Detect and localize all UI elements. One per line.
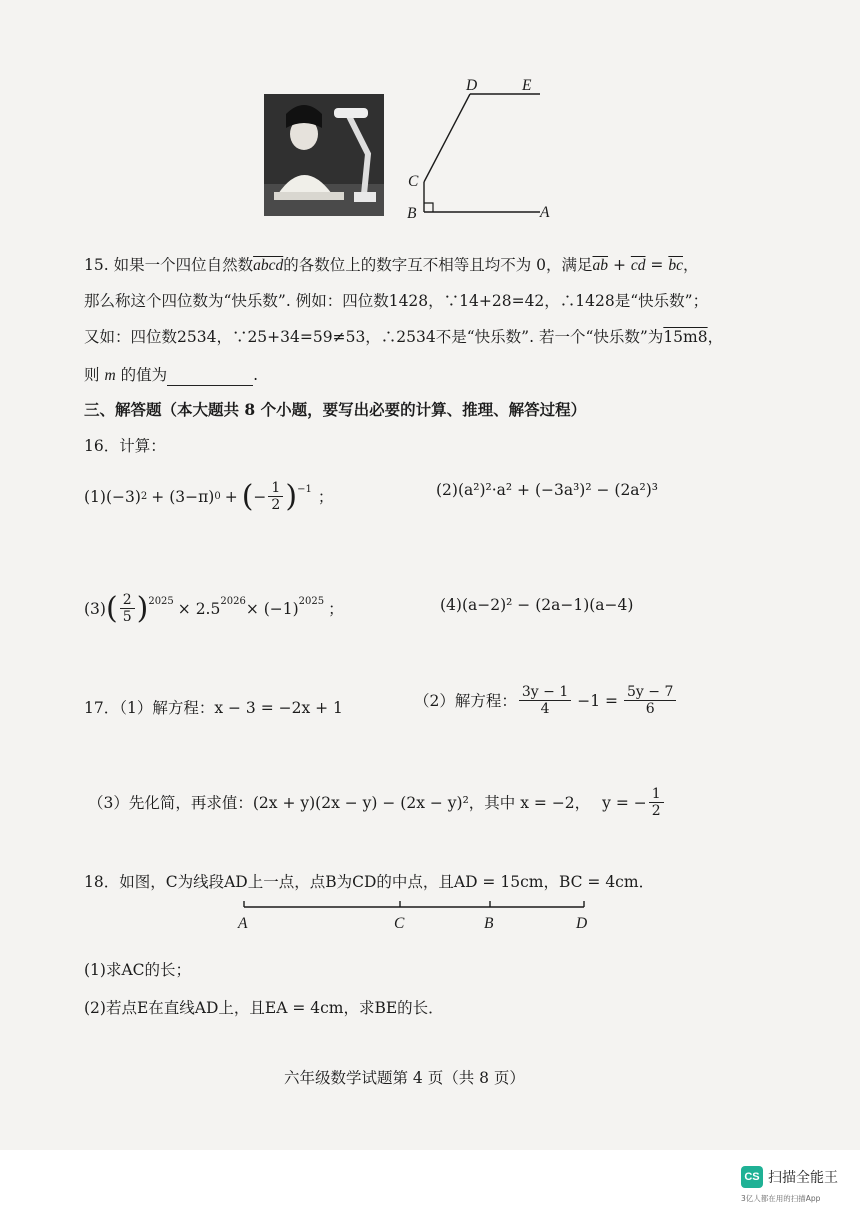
q18-sub1: (1)求AC的长； [84,961,192,979]
q16-p1-minus: − [253,487,267,506]
q15-line3-text: 又如：四位数2534，∵25+34=59≠53，∴2534不是“快乐数”. 若一个“快乐数”为 [84,328,664,346]
q15-abcd: abcd [253,257,284,274]
q17-p3-y: y = − [602,793,647,812]
q16-p3-num: 2 [120,592,135,609]
q16-part1 [84,480,333,513]
q17-p2-num1: 3y − 1 [519,684,571,701]
q17-p3-num: 1 [649,786,664,803]
q15-cd: $\overline{cd}$ [630,257,646,274]
q18-stem: 18．如图，C为线段AD上一点，点B为CD的中点，且AD = 15cm，BC = 4cm． [84,873,655,891]
q18-sub2: (2)若点E在直线AD上，且EA = 4cm，求BE的长． [84,999,444,1017]
scanner-watermark-bar [0,1150,860,1217]
q18-point-B: B [484,915,494,932]
q17-part1: 17．（1）解方程：x − 3 = −2x + 1 [84,699,343,717]
q15-period: . [253,366,259,384]
label-E: E [522,77,532,94]
q17-p2-label: （2）解方程： [414,691,517,710]
camscanner-tagline: 3亿人都在用的扫描App [741,1194,821,1203]
q16-p3-lparen: ( [105,590,118,626]
q15-line2: 那么称这个四位数为“快乐数”. 例如：四位数1428，∵14+28=42，∴1428是“快乐数”； [84,292,709,310]
q17-p2-frac2 [624,684,676,717]
q16-title: 16．计算： [84,437,166,455]
q18-point-C: C [394,915,405,932]
camscanner-name: 扫描全能王 [768,1170,838,1186]
q17-part3 [88,786,666,819]
q16-p1-rparen: ) [285,478,298,514]
q15-plus: + [608,256,631,274]
q16-p3-frac [120,592,135,625]
q17-p3-text: （3）先化简，再求值：(2x + y)(2x − y) − (2x − y)²，其中 x = −2， [88,793,591,812]
q18-segment-diagram [236,896,596,918]
q16-p1-frac [268,480,283,513]
q15-line4 [84,365,258,386]
q16-part3 [84,592,344,625]
q15-line3 [84,327,723,347]
q16-p1-num: 1 [268,480,283,497]
q16-p1-a: (1)(−3) [84,487,141,506]
q15-bc: $\overline{bc}$ [668,257,683,274]
q15-ze: 则 [84,366,100,384]
q15-text-b: 的各数位上的数字互不相等且均不为 0，满足 [283,256,593,274]
q17-p2-mid: −1 = [577,691,618,710]
q16-p3-exp-c: 2025 [298,596,325,607]
q17-p2-frac1 [519,684,571,717]
q16-p3-rparen: ) [136,590,149,626]
q15-value-of: 的值为 [120,366,168,384]
q15-text-a: 15. 如果一个四位自然数 [84,256,254,274]
q16-p1-exp0: 0 [214,490,221,502]
q15-line1 [84,255,699,276]
q16-part2: (2)(a²)²·a² + (−3a³)² − (2a²)³ [436,481,659,499]
camscanner-logo-icon: CS [741,1166,763,1188]
q15-eq: = [645,256,669,274]
q17-p2-den2: 6 [645,701,655,717]
q17-p3-den: 2 [651,803,661,819]
q16-p3-exp-a: 2025 [148,596,174,607]
q16-p1-expm1: −1 [297,484,312,495]
q17-part2 [414,684,678,717]
q16-p1-b: + (3−π) [151,487,215,506]
q17-p2-den1: 4 [540,701,550,717]
page-footer: 六年级数学试题第 4 页（共 8 页） [284,1069,525,1087]
q16-p3-den: 5 [122,609,132,625]
section3-heading: 三、解答题（本大题共 8 个小题，要写出必要的计算、推理、解答过程） [84,400,587,419]
label-D: D [466,77,478,94]
q16-p1-end: ； [317,487,334,506]
q16-p3-b: × 2.5 [177,599,221,618]
q16-p1-den: 2 [271,497,281,513]
q16-p3-exp-b: 2026 [220,596,246,607]
label-A: A [540,204,550,221]
label-B: B [407,205,417,222]
q15-line3-end: ， [707,328,724,346]
q16-p1-c: + [224,487,238,506]
q17-p3-frac [649,786,664,819]
q15-ab: $\overline{ab}$ [592,257,609,274]
q16-p3-end: ； [328,599,344,618]
lamp-photo [264,94,384,216]
q16-part4: (4)(a−2)² − (2a−1)(a−4) [440,596,634,614]
q16-p1-lparen: ( [241,478,254,514]
q16-p3-c: × (−1) [245,599,299,618]
q17-p2-num2: 5y − 7 [624,684,676,701]
q15-comma: ， [682,256,699,274]
q18-point-D: D [576,915,588,932]
q16-p3-a: (3) [84,599,106,618]
q16-p1-exp2: 2 [140,490,148,502]
q15-m: m [104,367,116,384]
q18-point-A: A [238,915,248,932]
q15-15m8: 15m8 [663,328,708,346]
q15-answer-blank[interactable] [167,371,253,386]
label-C: C [408,173,419,190]
